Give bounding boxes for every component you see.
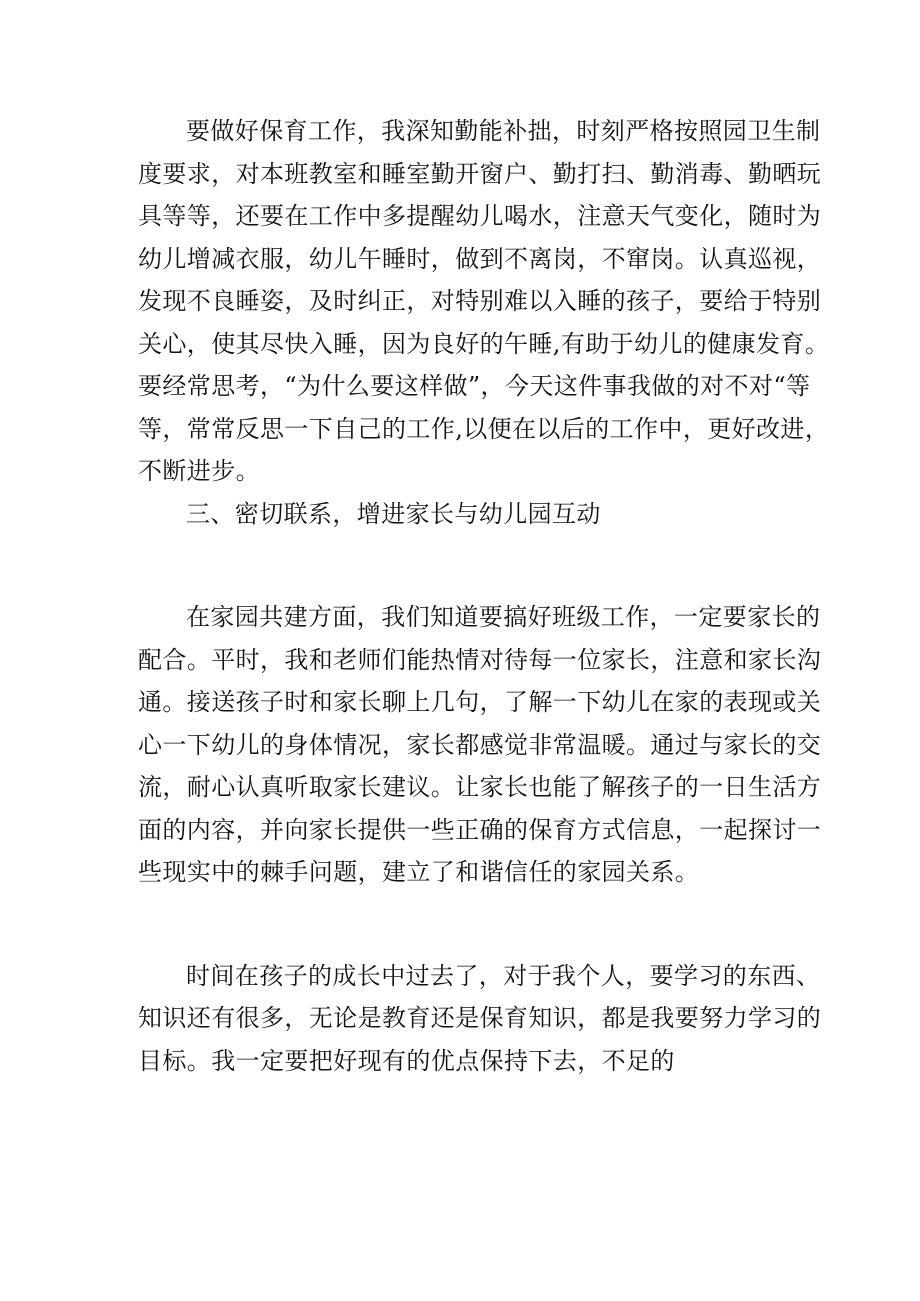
paragraph-2-line: 面的内容，并向家长提供一些正确的保育方式信息，一起探讨一: [138, 815, 822, 844]
paragraph-2: [138, 596, 822, 894]
paragraph-3: [138, 955, 822, 1083]
paragraph-1-line: 不断进步。: [138, 457, 260, 485]
document-body: [138, 110, 830, 1082]
paragraph-2-line: 在家园共建方面，我们知道要搞好班级工作，一定要家长的: [186, 603, 821, 631]
paragraph-1-line: 要做好保育工作，我深知勤能补拙，时刻严格按照园卫生制: [186, 117, 821, 145]
paragraph-1: [138, 110, 830, 493]
paragraph-3-line: 时间在孩子的成长中过去了，对于我个人，要学习的东西、: [186, 961, 821, 990]
paragraph-1-line: 要经常思考，“为什么要这样做”，今天这件事我做的对不对“等: [138, 372, 811, 400]
paragraph-1-line: 关心，使其尽快入睡，因为良好的午睡,有助于幼儿的健康发育。: [138, 329, 830, 358]
paragraph-1-line: 发现不良睡姿，及时纠正，对特别难以入睡的孩子，要给于特别: [138, 287, 822, 315]
section-heading: 三、密切联系，增进家长与幼儿园互动: [186, 499, 601, 528]
paragraph-2-line: 配合。平时，我和老师们能热情对待每一位家长，注意和家长沟: [138, 645, 822, 674]
paragraph-2-line: 心一下幼儿的身体情况，家长都感觉非常温暖。通过与家长的交: [138, 730, 822, 759]
paragraph-1-line: 具等等，还要在工作中多提醒幼儿喝水，注意天气变化，随时为: [138, 202, 822, 230]
paragraph-1-line: 幼儿增减衣服，幼儿午睡时，做到不离岗，不窜岗。认真巡视，: [138, 244, 822, 273]
paragraph-1-line: 等，常常反思一下自己的工作,以便在以后的工作中，更好改进，: [138, 414, 830, 443]
paragraph-2-line: 流，耐心认真听取家长建议。让家长也能了解孩子的一日生活方: [138, 773, 822, 801]
paragraph-3-line: 目标。我一定要把好现有的优点保持下去，不足的: [138, 1046, 675, 1075]
paragraph-3-line: 知识还有很多，无论是教育还是保育知识，都是我要努力学习的: [138, 1004, 822, 1032]
paragraph-2-line: 通。接送孩子时和家长聊上几句，了解一下幼儿在家的表现或关: [138, 688, 822, 716]
paragraph-2-line: 些现实中的棘手问题，建立了和谐信任的家园关系。: [138, 858, 700, 886]
paragraph-1-line: 度要求，对本班教室和睡室勤开窗户、勤打扫、勤消毒、勤晒玩: [138, 159, 822, 188]
